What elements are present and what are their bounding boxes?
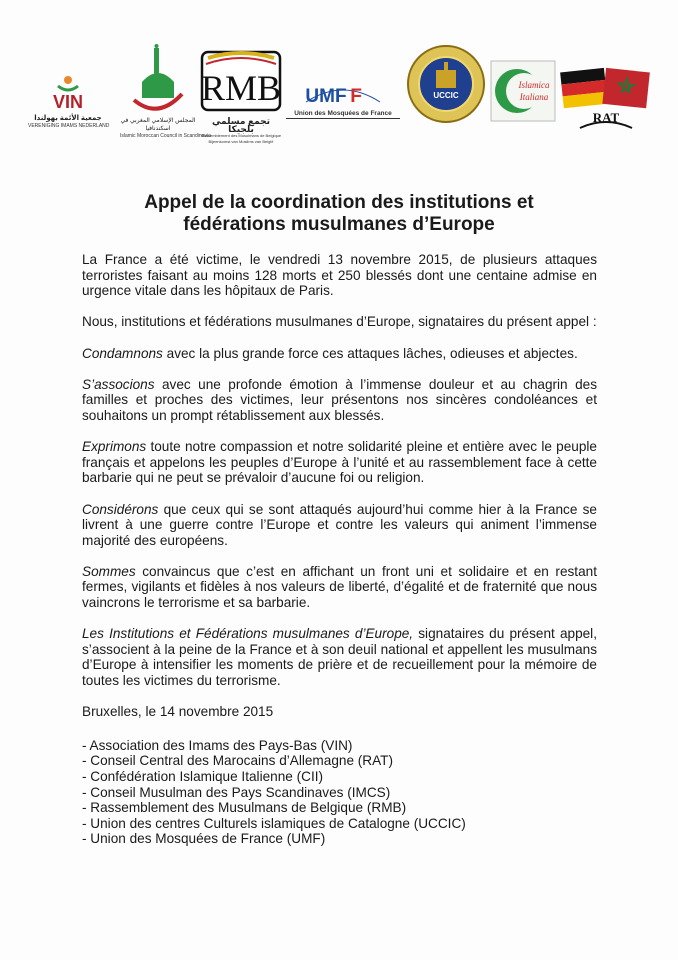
umf-emblem-icon — [286, 82, 400, 104]
lead-associons: S’associons — [82, 376, 155, 392]
vin-arabic: جمعية الأئمة بهولندا — [34, 115, 102, 122]
uccic-logo — [406, 44, 486, 129]
title-line-2: fédérations musulmanes d’Europe — [183, 214, 495, 235]
logo-strip — [28, 40, 650, 144]
lead-institutions: Les Institutions et Fédérations musulmanes d’Europe, — [82, 626, 414, 642]
list-item: - Conseil Central des Marocains d’Allemagne (RAT) — [82, 753, 394, 769]
paragraph-considerons — [82, 502, 597, 549]
svg-text:F: F — [350, 86, 362, 104]
list-item: - Confédération Islamique Italienne (CII) — [82, 769, 324, 784]
paragraph-institutions — [82, 626, 597, 688]
date-line: Bruxelles, le 14 novembre 2015 — [82, 704, 274, 720]
cii-logo — [490, 60, 556, 127]
list-item: - Rassemblement des Musulmans de Belgique (RMB) — [82, 800, 407, 816]
list-item: - Conseil Musulman des Pays Scandinaves (IMCS) — [82, 784, 391, 800]
paragraph-condamnons — [82, 346, 597, 362]
signatory-list — [82, 738, 597, 847]
flags-icon — [560, 64, 650, 132]
rmb-caption-nl: Bijeenkomst van Moslims van België — [208, 139, 274, 144]
paragraph-exprimons — [82, 439, 597, 486]
rmb-emblem-icon — [200, 50, 282, 112]
rat-mark: RAT — [592, 110, 620, 125]
cii-line2: Italiana — [519, 92, 549, 102]
umf-logo — [286, 82, 400, 119]
mosque-icon — [120, 42, 196, 112]
vin-emblem-icon — [28, 74, 108, 110]
lead-condamnons: Condamnons — [82, 345, 163, 361]
text-condamnons: avec la plus grande force ces attaques lâches, odieuses et abjectes. — [162, 345, 578, 361]
list-item: - Association des Imams des Pays-Bas (VIN) — [82, 737, 353, 753]
text-sommes: convaincus que c’est en affichant un front uni et solidaire et en restant fermes, vigilants et fidèles à nos valeurs de liberté, d’égalité et de fraternité que nous vaincrons le terrorisme et sa barbarie. — [82, 563, 597, 611]
rmb-mark: RMB — [200, 68, 282, 108]
imcs-caption: Islamic Moroccan Council in Scandinavia — [120, 133, 211, 139]
uccic-seal-icon — [406, 44, 486, 124]
imcs-arabic: المجلس الإسلامي المغربي في اسكندنافيا — [120, 118, 196, 132]
text-associons: avec une profonde émotion à l’immense douleur et au chagrin des familles et proches des victimes, leur présentons nos sincères condoléances et souhaitons un prompt rétablissement aux blessés. — [82, 376, 597, 423]
uccic-mark: UCCIC — [433, 91, 459, 100]
lead-sommes: Sommes — [82, 563, 136, 579]
rat-logo — [560, 64, 650, 137]
imcs-logo — [120, 42, 211, 139]
lead-exprimons: Exprimons — [82, 439, 147, 455]
vin-caption: VERENIGING IMAMS NEDERLAND — [28, 123, 110, 129]
paragraph-signatories: Nous, institutions et fédérations musulmanes d’Europe, signataires du présent appel : — [82, 314, 597, 330]
vin-logo — [28, 74, 108, 129]
text-exprimons: toute notre compassion et notre solidarité pleine et entière avec le peuple français et appelons les peuples d’Europe à l’unité et au rassemblement face à cette barbarie qui ne peut se prévaloir d’aucune foi ou religion. — [82, 439, 597, 486]
paragraph-sommes — [82, 564, 597, 611]
umf-mark: UMF — [305, 86, 347, 104]
text-considerons: que ceux qui se sont attaqués aujourd’hui comme hier à la France se livrent à une guerre contre l’Europe et contre les valeurs qui animent l’immense majorité des européens. — [82, 501, 597, 548]
rmb-caption-fr: Rassemblement des Musulmans de Belgique — [200, 133, 282, 138]
lead-considerons: Considérons — [82, 501, 159, 517]
rmb-logo — [200, 50, 282, 145]
vin-mark: VIN — [52, 92, 84, 110]
list-item: - Union des centres Culturels islamiques de Catalogne (UCCIC) — [82, 815, 466, 831]
paragraph-intro: La France a été victime, le vendredi 13 novembre 2015, de plusieurs attaques terroristes faisant au moins 128 morts et 250 blessés dont une centaine admise en urgence vitale dans les hôpitaux de Paris. — [82, 252, 597, 299]
appeal-body — [82, 252, 597, 847]
title-line-1: Appel de la coordination des institutions et — [144, 192, 534, 213]
rmb-arabic: تجمع مسلمي بلجيكا — [211, 116, 271, 134]
cii-line1: Islamica — [518, 80, 550, 90]
umf-caption: Union des Mosquées de France — [286, 109, 400, 119]
page-title — [40, 192, 638, 236]
text-institutions: signataires du présent appel, s’associent à la peine de la France et à son deuil national et appellent les musulmans d’Europe à intensifier les moments de prière et de recueillement pour la mémoire de toutes les victimes du terrorisme. — [82, 626, 597, 689]
paragraph-associons — [82, 377, 597, 424]
list-item: - Union des Mosquées de France (UMF) — [82, 831, 326, 847]
crescent-icon — [490, 60, 556, 122]
